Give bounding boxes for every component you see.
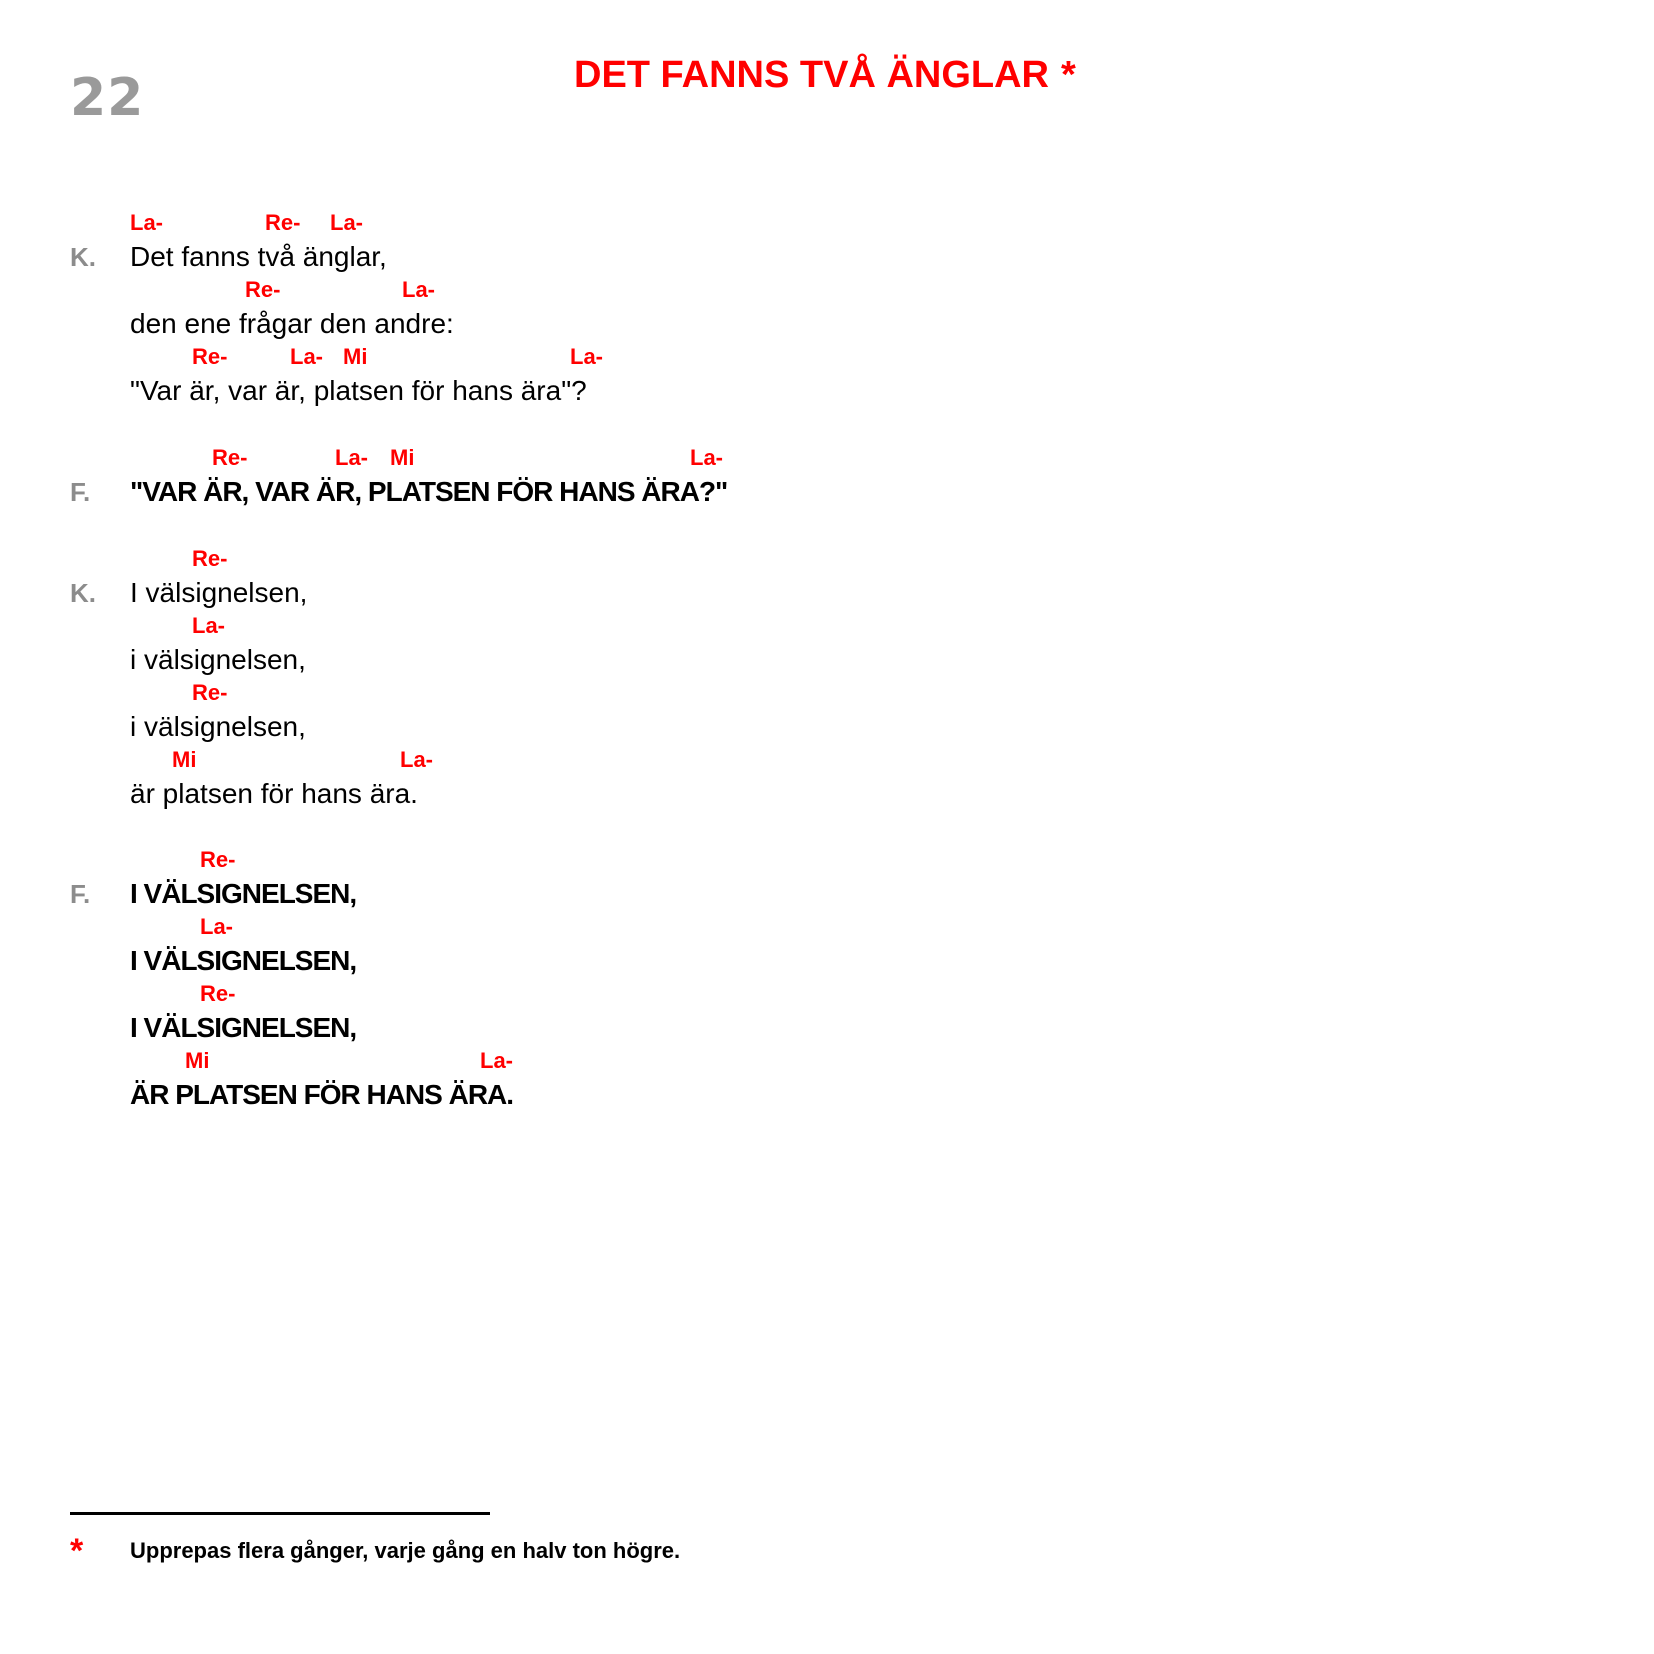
lyric-line: i välsignelsen, bbox=[130, 644, 306, 675]
lyric-line: är platsen för hans ära. bbox=[130, 778, 418, 809]
chord: Mi bbox=[172, 747, 197, 772]
chord: Re- bbox=[200, 981, 236, 1006]
chord: Re- bbox=[192, 344, 228, 369]
lyric-line: I VÄLSIGNELSEN, bbox=[130, 1012, 357, 1043]
chord: Mi bbox=[390, 445, 415, 470]
page-number: 22 bbox=[70, 68, 145, 128]
chord: Re- bbox=[265, 210, 301, 235]
lyric-line: ÄR PLATSEN FÖR HANS ÄRA. bbox=[130, 1079, 514, 1110]
speaker-label: K. bbox=[70, 578, 96, 608]
lyric-line: "Var är, var är, platsen för hans ära"? bbox=[130, 375, 587, 406]
chord: Re- bbox=[212, 445, 248, 470]
lyric-line: den ene frågar den andre: bbox=[130, 308, 454, 339]
footnote-text: Upprepas flera gånger, varje gång en halv ton högre. bbox=[130, 1538, 681, 1563]
chord: Mi bbox=[343, 344, 368, 369]
chord: Re- bbox=[200, 847, 236, 872]
chord: Re- bbox=[245, 277, 281, 302]
footnote-divider bbox=[70, 1512, 490, 1515]
chord: Mi bbox=[185, 1048, 210, 1073]
chord: La- bbox=[290, 344, 323, 369]
lyric-line: I VÄLSIGNELSEN, bbox=[130, 878, 357, 909]
lyric-line: Det fanns två änglar, bbox=[130, 241, 387, 272]
lyric-line: I välsignelsen, bbox=[130, 577, 308, 608]
chord: La- bbox=[335, 445, 368, 470]
chord: La- bbox=[330, 210, 363, 235]
chord: La- bbox=[400, 747, 433, 772]
song-title bbox=[574, 54, 1076, 97]
chord: La- bbox=[570, 344, 603, 369]
chord: La- bbox=[192, 613, 225, 638]
chord: Re- bbox=[192, 546, 228, 571]
chord: La- bbox=[480, 1048, 513, 1073]
title-asterisk: * bbox=[1061, 54, 1076, 96]
chord: La- bbox=[402, 277, 435, 302]
chord: La- bbox=[690, 445, 723, 470]
chord: Re- bbox=[192, 680, 228, 705]
speaker-label: F. bbox=[70, 477, 91, 507]
speaker-label: F. bbox=[70, 879, 91, 909]
lyric-line: i välsignelsen, bbox=[130, 711, 306, 742]
chord: La- bbox=[200, 914, 233, 939]
lyric-line: "VAR ÄR, VAR ÄR, PLATSEN FÖR HANS ÄRA?" bbox=[130, 476, 728, 507]
speaker-label: K. bbox=[70, 242, 96, 272]
song-title-text: DET FANNS TVÅ ÄNGLAR bbox=[574, 54, 1049, 96]
lyric-line: I VÄLSIGNELSEN, bbox=[130, 945, 357, 976]
chord: La- bbox=[130, 210, 163, 235]
footnote-asterisk: * bbox=[70, 1532, 84, 1570]
